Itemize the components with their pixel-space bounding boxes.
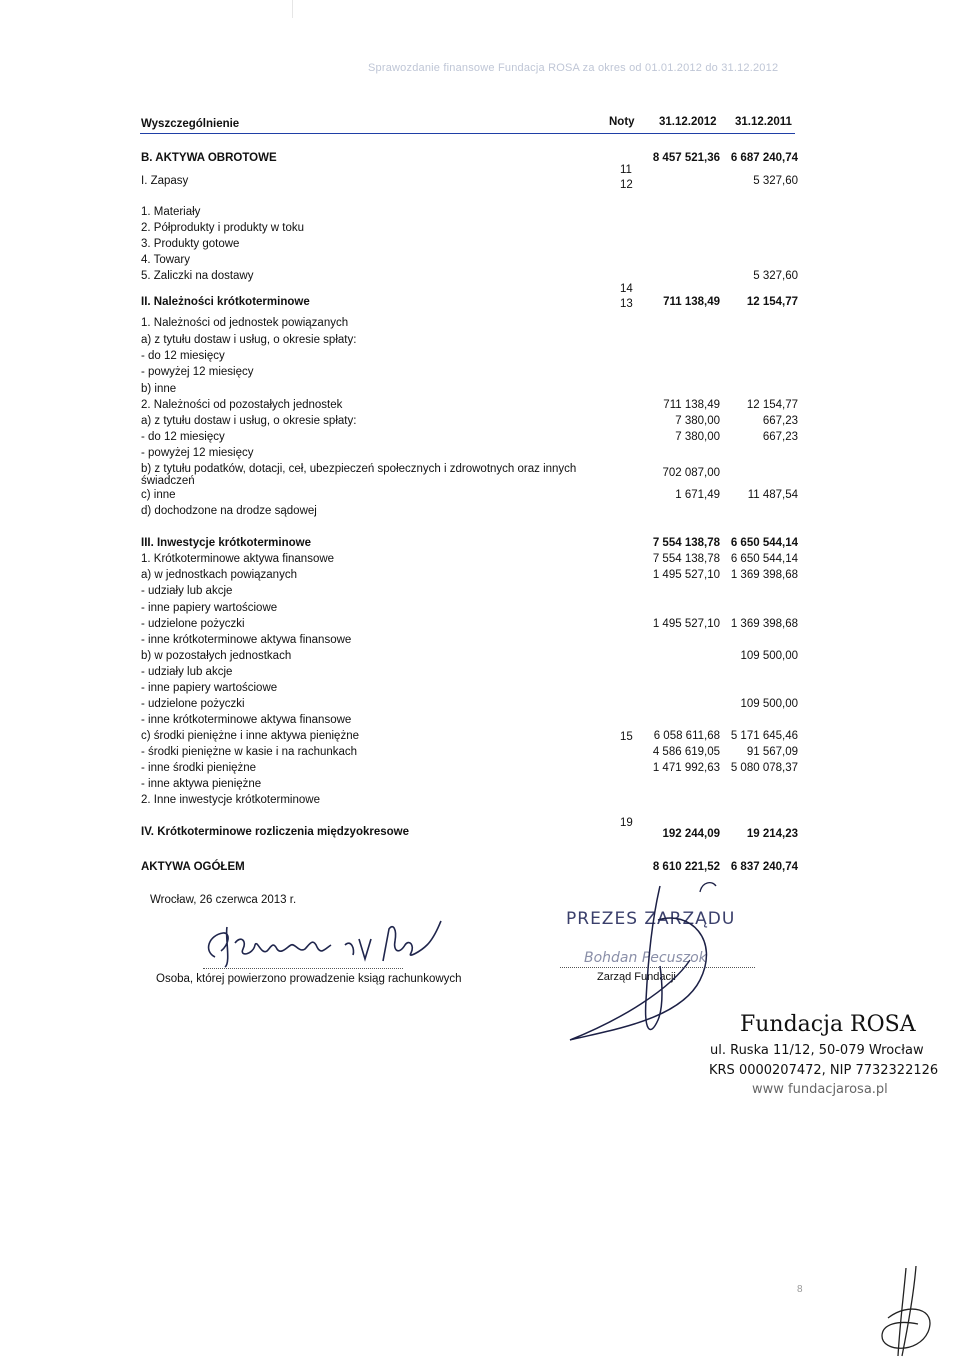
value-2011: 667,23 [762, 415, 798, 427]
value-2012: 4 586 619,05 [652, 746, 720, 758]
row-label-1-krotkoterminowe-aktywa-finansowe: 1. Krótkoterminowe aktywa finansowe [141, 553, 335, 565]
value-2012: 702 087,00 [662, 467, 720, 479]
value-2012: 7 380,00 [675, 431, 720, 443]
value-2011: 12 154,77 [746, 399, 798, 411]
value-2011: 109 500,00 [740, 698, 798, 710]
value-2011: 5 080 078,37 [730, 762, 798, 774]
report-header: Sprawozdanie finansowe Fundacja ROSA za okres od 01.01.2012 do 31.12.2012 [368, 62, 779, 74]
row-label-c-inne: c) inne [141, 489, 176, 501]
column-header-description: Wyszczególnienie [141, 118, 240, 130]
row-label-inne-krotkoterminowe-aktywa-finansowe: - inne krótkoterminowe aktywa finansowe [141, 714, 352, 726]
row-label-a-z-tytulu-dostaw-i-uslug-o-okresie-spla: a) z tytułu dostaw i usług, o okresie spłaty: [141, 415, 357, 427]
row-label-5-zaliczki-na-dostawy: 5. Zaliczki na dostawy [141, 270, 254, 282]
value-2011: 11 487,54 [747, 489, 798, 501]
column-header-2011: 31.12.2011 [735, 116, 792, 128]
row-label-b-w-pozostalych-jednostkach: b) w pozostałych jednostkach [141, 650, 292, 662]
row-label-1-materialy: 1. Materiały [141, 206, 201, 218]
row-label-aktywa-ogolem: AKTYWA OGÓŁEM [141, 861, 245, 873]
row-label-iii-inwestycje-krotkoterminowe: III. Inwestycje krótkoterminowe [141, 537, 311, 549]
accountant-signature-line [203, 968, 403, 969]
page-number: 8 [797, 1284, 803, 1295]
row-label-continuation: świadczeń [141, 475, 195, 487]
row-label-inne-srodki-pieniezne: - inne środki pieniężne [141, 762, 257, 774]
president-signature [540, 880, 740, 1050]
row-label-d-dochodzone-na-drodze-sadowej: d) dochodzone na drodze sądowej [141, 505, 317, 517]
row-label-2-naleznosci-od-pozostalych-jednostek: 2. Należności od pozostałych jednostek [141, 399, 343, 411]
row-label-inne-krotkoterminowe-aktywa-finansowe: - inne krótkoterminowe aktywa finansowe [141, 634, 352, 646]
value-2012: 6 058 611,68 [653, 730, 720, 742]
row-label-inne-papiery-wartosciowe: - inne papiery wartościowe [141, 682, 278, 694]
value-2011: 6 650 544,14 [730, 537, 798, 549]
row-note: 14 13 [620, 283, 633, 310]
president-stamp-role: Zarząd Fundacji [597, 971, 676, 983]
row-note: 11 12 [620, 164, 633, 191]
row-label-a-z-tytulu-dostaw-i-uslug-o-okresie-spla: a) z tytułu dostaw i usług, o okresie spłaty: [141, 334, 357, 346]
row-label-srodki-pieniezne-w-kasie-i-na-rachunkach: - środki pieniężne w kasie i na rachunkach [141, 746, 358, 758]
row-label-b-z-tytulu-podatkow-dotacji-cel-ubezpiec: b) z tytułu podatków, dotacji, ceł, ubezpieczeń społecznych i zdrowotnych oraz innych [141, 463, 577, 475]
org-address: ul. Ruska 11/12, 50-079 Wrocław [710, 1043, 924, 1058]
row-label-do-12-miesiecy: - do 12 miesięcy [141, 431, 225, 443]
value-2012: 7 554 138,78 [652, 537, 720, 549]
value-2011: 6 837 240,74 [730, 861, 798, 873]
scan-artifact [292, 0, 293, 18]
value-2012: 1 495 527,10 [652, 618, 720, 630]
row-label-b-aktywa-obrotowe: B. AKTYWA OBROTOWE [141, 152, 277, 164]
president-stamp-name: Bohdan Pecuszok [584, 950, 707, 966]
value-2012: 1 671,49 [675, 489, 720, 501]
column-header-2012: 31.12.2012 [659, 116, 717, 128]
place-date: Wrocław, 26 czerwca 2013 r. [150, 894, 297, 906]
value-2012: 711 138,49 [663, 296, 720, 308]
value-2012: 7 380,00 [675, 415, 720, 427]
org-website: www fundacjarosa.pl [752, 1082, 888, 1097]
header-rule [140, 133, 795, 134]
value-2012: 7 554 138,78 [652, 553, 720, 565]
row-label-a-w-jednostkach-powiazanych: a) w jednostkach powiązanych [141, 569, 297, 581]
row-label-b-inne: b) inne [141, 383, 177, 395]
row-label-inne-papiery-wartosciowe: - inne papiery wartościowe [141, 602, 278, 614]
row-note: 15 [620, 731, 633, 743]
value-2012: 8 457 521,36 [652, 152, 720, 164]
value-2011: 5 327,60 [753, 270, 798, 282]
row-label-udzialy-lub-akcje: - udziały lub akcje [141, 585, 233, 597]
row-label-3-produkty-gotowe: 3. Produkty gotowe [141, 238, 240, 250]
row-label-udzielone-pozyczki: - udzielone pożyczki [141, 698, 245, 710]
org-name: Fundacja ROSA [740, 1012, 916, 1037]
value-2011: 1 369 398,68 [730, 569, 798, 581]
value-2011: 6 687 240,74 [730, 152, 798, 164]
row-label-udzialy-lub-akcje: - udziały lub akcje [141, 666, 233, 678]
row-label-powyzej-12-miesiecy: - powyżej 12 miesięcy [141, 447, 254, 459]
row-label-2-polprodukty-i-produkty-w-toku: 2. Półprodukty i produkty w toku [141, 222, 304, 234]
value-2012: 1 495 527,10 [652, 569, 720, 581]
row-label-iv-krotkoterminowe-rozliczenia-miedzyokr: IV. Krótkoterminowe rozliczenia międzyokresowe [141, 826, 409, 838]
president-stamp-title: PREZES ZARZĄDU [566, 909, 736, 929]
value-2011: 667,23 [762, 431, 798, 443]
row-label-powyzej-12-miesiecy: - powyżej 12 miesięcy [141, 366, 254, 378]
value-2011: 1 369 398,68 [730, 618, 798, 630]
row-label-1-naleznosci-od-jednostek-powiazanych: 1. Należności od jednostek powiązanych [141, 317, 349, 329]
row-label-2-inne-inwestycje-krotkoterminowe: 2. Inne inwestycje krótkoterminowe [141, 794, 320, 806]
org-ids: KRS 0000207472, NIP 7732322126 [709, 1063, 939, 1078]
row-label-do-12-miesiecy: - do 12 miesięcy [141, 350, 225, 362]
value-2012: 8 610 221,52 [652, 861, 720, 873]
value-2011: 109 500,00 [740, 650, 798, 662]
value-2012: 192 244,09 [662, 828, 720, 840]
row-label-c-srodki-pieniezne-i-inne-aktywa-pieniez: c) środki pieniężne i inne aktywa pieniężne [141, 730, 359, 742]
row-label-ii-naleznosci-krotkoterminowe: II. Należności krótkoterminowe [141, 296, 310, 308]
accountant-signature [195, 915, 465, 975]
accountant-caption: Osoba, której powierzono prowadzenie ksiąg rachunkowych [156, 973, 462, 985]
value-2011: 5 327,60 [753, 175, 798, 187]
value-2011: 91 567,09 [746, 746, 798, 758]
row-label-inne-aktywa-pieniezne: - inne aktywa pieniężne [141, 778, 262, 790]
value-2012: 711 138,49 [663, 399, 720, 411]
row-note: 19 [620, 817, 633, 829]
value-2011: 6 650 544,14 [730, 553, 798, 565]
row-label-i-zapasy: I. Zapasy [141, 175, 189, 187]
column-header-notes: Noty [609, 116, 635, 128]
initials-signature [858, 1262, 948, 1358]
row-label-4-towary: 4. Towary [141, 254, 191, 266]
value-2012: 1 471 992,63 [652, 762, 720, 774]
row-label-udzielone-pozyczki: - udzielone pożyczki [141, 618, 245, 630]
value-2011: 5 171 645,46 [730, 730, 798, 742]
value-2011: 19 214,23 [746, 828, 798, 840]
value-2011: 12 154,77 [746, 296, 798, 308]
